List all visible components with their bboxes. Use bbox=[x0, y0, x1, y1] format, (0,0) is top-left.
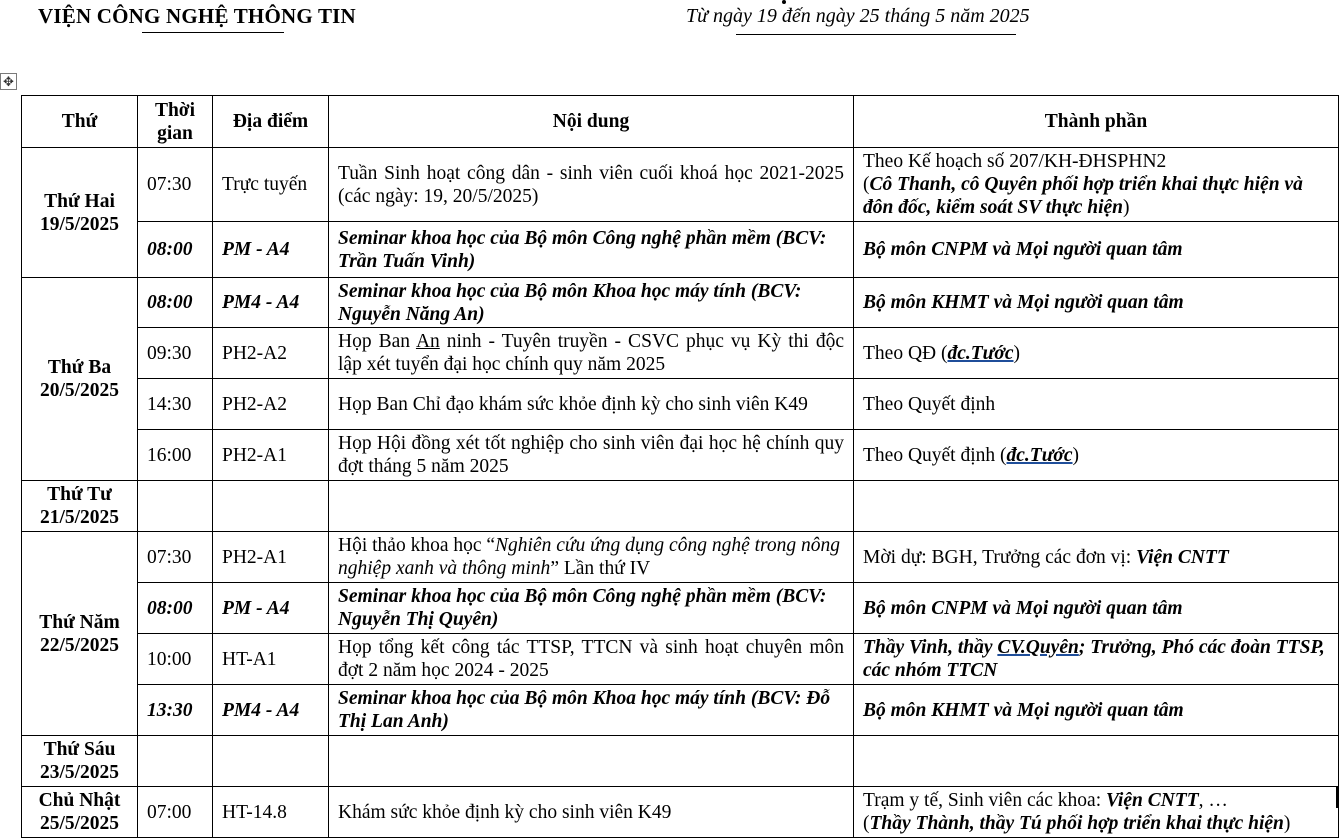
day-cell-thursday bbox=[22, 532, 138, 736]
table-row bbox=[22, 148, 1339, 222]
content-cell: Seminar khoa học của Bộ môn Khoa học máy tính (BCV: Đỗ Thị Lan Anh) bbox=[329, 685, 854, 736]
time-cell: 07:30 bbox=[138, 532, 213, 583]
table-row bbox=[22, 328, 1339, 379]
table-row bbox=[22, 787, 1339, 838]
content-italic-title: Nghiên cứu ứng dụng công nghệ trong nông nghiệp xanh và thông minh bbox=[338, 535, 841, 579]
day-name: Chủ Nhật bbox=[38, 790, 121, 811]
participants-text: ) bbox=[1013, 342, 1020, 364]
org-title: VIỆN CÔNG NGHỆ THÔNG TIN bbox=[38, 4, 356, 28]
org-title-underline bbox=[142, 32, 284, 33]
participants-cell: Theo Quyết định bbox=[854, 379, 1339, 430]
participants-text: Mời dự: BGH, Trưởng các đơn vị: bbox=[863, 546, 1137, 568]
day-name: Thứ Năm bbox=[39, 611, 120, 633]
time-cell: 16:00 bbox=[138, 430, 213, 481]
text-cursor-dot bbox=[782, 0, 786, 4]
day-date: 22/5/2025 bbox=[39, 634, 120, 656]
time-cell: 08:00 bbox=[138, 278, 213, 328]
day-cell-monday bbox=[22, 148, 138, 278]
participants-note: Cô Thanh, cô Quyên phối hợp triển khai thực hiện và đôn đốc, kiểm soát SV thực hiện bbox=[863, 174, 1303, 218]
content-cell bbox=[329, 328, 854, 379]
content-cell-empty bbox=[329, 481, 854, 532]
content-underlined-word: An bbox=[415, 331, 440, 352]
participants-emph: Viện CNTT bbox=[1106, 790, 1199, 811]
table-row bbox=[22, 222, 1339, 278]
paren: ) bbox=[1283, 813, 1291, 834]
day-date: 20/5/2025 bbox=[39, 380, 120, 401]
day-date: 19/5/2025 bbox=[39, 213, 120, 235]
content-text: ninh - Tuyên truyền - CSVC phục vụ Kỳ thi độc lập xét tuyển đại học chính quy năm 2025 bbox=[338, 331, 845, 375]
day-cell-wednesday bbox=[22, 481, 138, 532]
table-row bbox=[22, 532, 1339, 583]
time-cell: 09:30 bbox=[138, 328, 213, 379]
paren: ( bbox=[863, 174, 870, 195]
date-range-underline bbox=[736, 34, 1016, 35]
place-cell: PH2-A1 bbox=[213, 532, 329, 583]
day-date: 21/5/2025 bbox=[39, 507, 120, 528]
participants-cell bbox=[854, 148, 1339, 222]
day-date: 25/5/2025 bbox=[39, 813, 120, 834]
table-row bbox=[22, 583, 1339, 634]
participants-text: ; Trưởng, Phó các đoàn TTSP, các nhóm TTCN bbox=[863, 637, 1325, 681]
participants-line: Theo Kế hoạch số 207/KH-ĐHSPHN2 bbox=[863, 151, 1167, 172]
participants-text: Trạm y tế, Sinh viên các khoa: bbox=[863, 790, 1106, 811]
place-cell: Trực tuyến bbox=[213, 148, 329, 222]
col-header-content: Nội dung bbox=[329, 96, 854, 148]
table-row bbox=[22, 736, 1339, 787]
participants-note: Thầy Thành, thầy Tú phối hợp triển khai thực hiện bbox=[869, 813, 1284, 834]
table-row bbox=[22, 685, 1339, 736]
participants-link[interactable]: đc.Tước bbox=[1006, 444, 1073, 466]
table-row bbox=[22, 430, 1339, 481]
participants-cell bbox=[854, 634, 1339, 685]
place-cell: HT-14.8 bbox=[213, 787, 329, 838]
participants-link[interactable]: đc.Tước bbox=[947, 342, 1014, 364]
content-cell: Seminar khoa học của Bộ môn Công nghệ phần mềm (BCV: Nguyễn Thị Quyên) bbox=[329, 583, 854, 634]
col-header-day: Thứ bbox=[22, 96, 138, 148]
participants-text: Theo QĐ ( bbox=[863, 342, 948, 364]
participants-cell: Bộ môn CNPM và Mọi người quan tâm bbox=[854, 583, 1339, 634]
table-header-row bbox=[22, 96, 1339, 148]
participants-line bbox=[863, 789, 1329, 812]
place-cell: PH2-A1 bbox=[213, 430, 329, 481]
time-cell: 08:00 bbox=[138, 222, 213, 278]
content-cell: Họp Hội đồng xét tốt nghiệp cho sinh viên đại học hệ chính quy đợt tháng 5 năm 2025 bbox=[329, 430, 854, 481]
time-cell: 10:00 bbox=[138, 634, 213, 685]
content-cell-empty bbox=[329, 736, 854, 787]
participants-cell bbox=[854, 328, 1339, 379]
place-cell: HT-A1 bbox=[213, 634, 329, 685]
content-cell: Họp tổng kết công tác TTSP, TTCN và sinh hoạt chuyên môn đợt 2 năm học 2024 - 2025 bbox=[329, 634, 854, 685]
content-cell: Tuần Sinh hoạt công dân - sinh viên cuối khoá học 2021-2025 (các ngày: 19, 20/5/2025) bbox=[329, 148, 854, 222]
participants-cell bbox=[854, 430, 1339, 481]
day-name: Thứ Ba bbox=[47, 357, 112, 378]
table-row bbox=[22, 379, 1339, 430]
day-name: Thứ Tư bbox=[47, 484, 112, 505]
participants-text: Theo Quyết định ( bbox=[863, 444, 1007, 466]
content-cell: Khám sức khỏe định kỳ cho sinh viên K49 bbox=[329, 787, 854, 838]
place-cell-empty bbox=[213, 481, 329, 532]
time-cell-empty bbox=[138, 481, 213, 532]
participants-cell bbox=[854, 532, 1339, 583]
participants-cell-empty bbox=[854, 481, 1339, 532]
participants-cell-empty bbox=[854, 736, 1339, 787]
day-name: Thứ Hai bbox=[44, 190, 115, 212]
paren: ( bbox=[863, 813, 870, 834]
participants-line bbox=[863, 173, 1329, 219]
table-row bbox=[22, 278, 1339, 328]
content-text: Hội thảo khoa học “ bbox=[338, 535, 496, 556]
participants-cell: Bộ môn KHMT và Mọi người quan tâm bbox=[854, 685, 1339, 736]
col-header-time: Thời gian bbox=[138, 96, 213, 148]
place-cell: PM4 - A4 bbox=[213, 278, 329, 328]
day-cell-friday bbox=[22, 736, 138, 787]
place-cell: PH2-A2 bbox=[213, 328, 329, 379]
content-text: ” Lần thứ IV bbox=[550, 558, 651, 579]
col-header-place: Địa điểm bbox=[213, 96, 329, 148]
place-cell: PM - A4 bbox=[213, 583, 329, 634]
time-cell: 13:30 bbox=[138, 685, 213, 736]
day-cell-tuesday bbox=[22, 278, 138, 481]
time-cell: 07:30 bbox=[138, 148, 213, 222]
table-row bbox=[22, 634, 1339, 685]
paren: ) bbox=[1122, 197, 1130, 218]
day-name: Thứ Sáu bbox=[43, 739, 116, 760]
participants-cell: Bộ môn CNPM và Mọi người quan tâm bbox=[854, 222, 1339, 278]
day-date: 23/5/2025 bbox=[39, 762, 120, 783]
place-cell: PH2-A2 bbox=[213, 379, 329, 430]
participants-text: ) bbox=[1072, 444, 1080, 466]
time-cell-empty bbox=[138, 736, 213, 787]
participants-cell bbox=[854, 787, 1339, 838]
content-cell: Seminar khoa học của Bộ môn Khoa học máy tính (BCV: Nguyễn Năng An) bbox=[329, 278, 854, 328]
time-cell: 08:00 bbox=[138, 583, 213, 634]
place-cell-empty bbox=[213, 736, 329, 787]
participants-link[interactable]: CV.Quyên bbox=[997, 637, 1079, 658]
day-cell-sunday bbox=[22, 787, 138, 838]
content-cell: Seminar khoa học của Bộ môn Công nghệ phần mềm (BCV: Trần Tuấn Vinh) bbox=[329, 222, 854, 278]
schedule-table bbox=[21, 95, 1339, 838]
date-range: Từ ngày 19 đến ngày 25 tháng 5 năm 2025 bbox=[686, 5, 1030, 27]
content-text: Họp Ban bbox=[338, 331, 416, 352]
place-cell: PM - A4 bbox=[213, 222, 329, 278]
participants-cell: Bộ môn KHMT và Mọi người quan tâm bbox=[854, 278, 1339, 328]
text-cursor bbox=[1336, 786, 1338, 808]
table-row bbox=[22, 481, 1339, 532]
participants-line bbox=[863, 812, 1329, 835]
time-cell: 07:00 bbox=[138, 787, 213, 838]
place-cell: PM4 - A4 bbox=[213, 685, 329, 736]
participants-emph: Viện CNTT bbox=[1136, 546, 1229, 568]
table-move-handle-icon[interactable]: ✥ bbox=[0, 73, 17, 90]
participants-text: Thầy Vinh, thầy bbox=[863, 637, 998, 658]
participants-text: , … bbox=[1198, 790, 1228, 811]
col-header-participants: Thành phần bbox=[854, 96, 1339, 148]
content-cell bbox=[329, 532, 854, 583]
content-cell: Họp Ban Chỉ đạo khám sức khỏe định kỳ cho sinh viên K49 bbox=[329, 379, 854, 430]
time-cell: 14:30 bbox=[138, 379, 213, 430]
